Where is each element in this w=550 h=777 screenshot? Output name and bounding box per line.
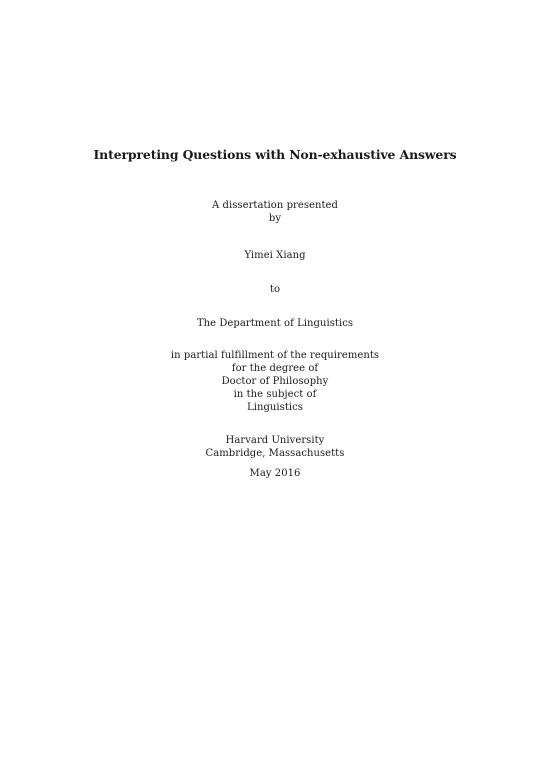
requirements-line-2: for the degree of — [231, 363, 319, 374]
date: May 2016 — [249, 468, 301, 479]
requirements-line-1: in partial fulfillment of the requirements — [170, 350, 380, 361]
university: Harvard University — [225, 435, 325, 446]
department: The Department of Linguistics — [196, 318, 354, 329]
location: Cambridge, Massachusetts — [205, 448, 345, 459]
subject-line: in the subject of — [233, 389, 317, 400]
presented-line: A dissertation presented — [212, 200, 338, 211]
dissertation-title: Interpreting Questions with Non-exhaustive Answers — [93, 147, 457, 162]
degree-name: Doctor of Philosophy — [221, 376, 329, 387]
author-name: Yimei Xiang — [244, 250, 306, 261]
to-line: to — [269, 284, 281, 295]
by-line: by — [268, 213, 282, 224]
subject-name: Linguistics — [247, 402, 303, 413]
